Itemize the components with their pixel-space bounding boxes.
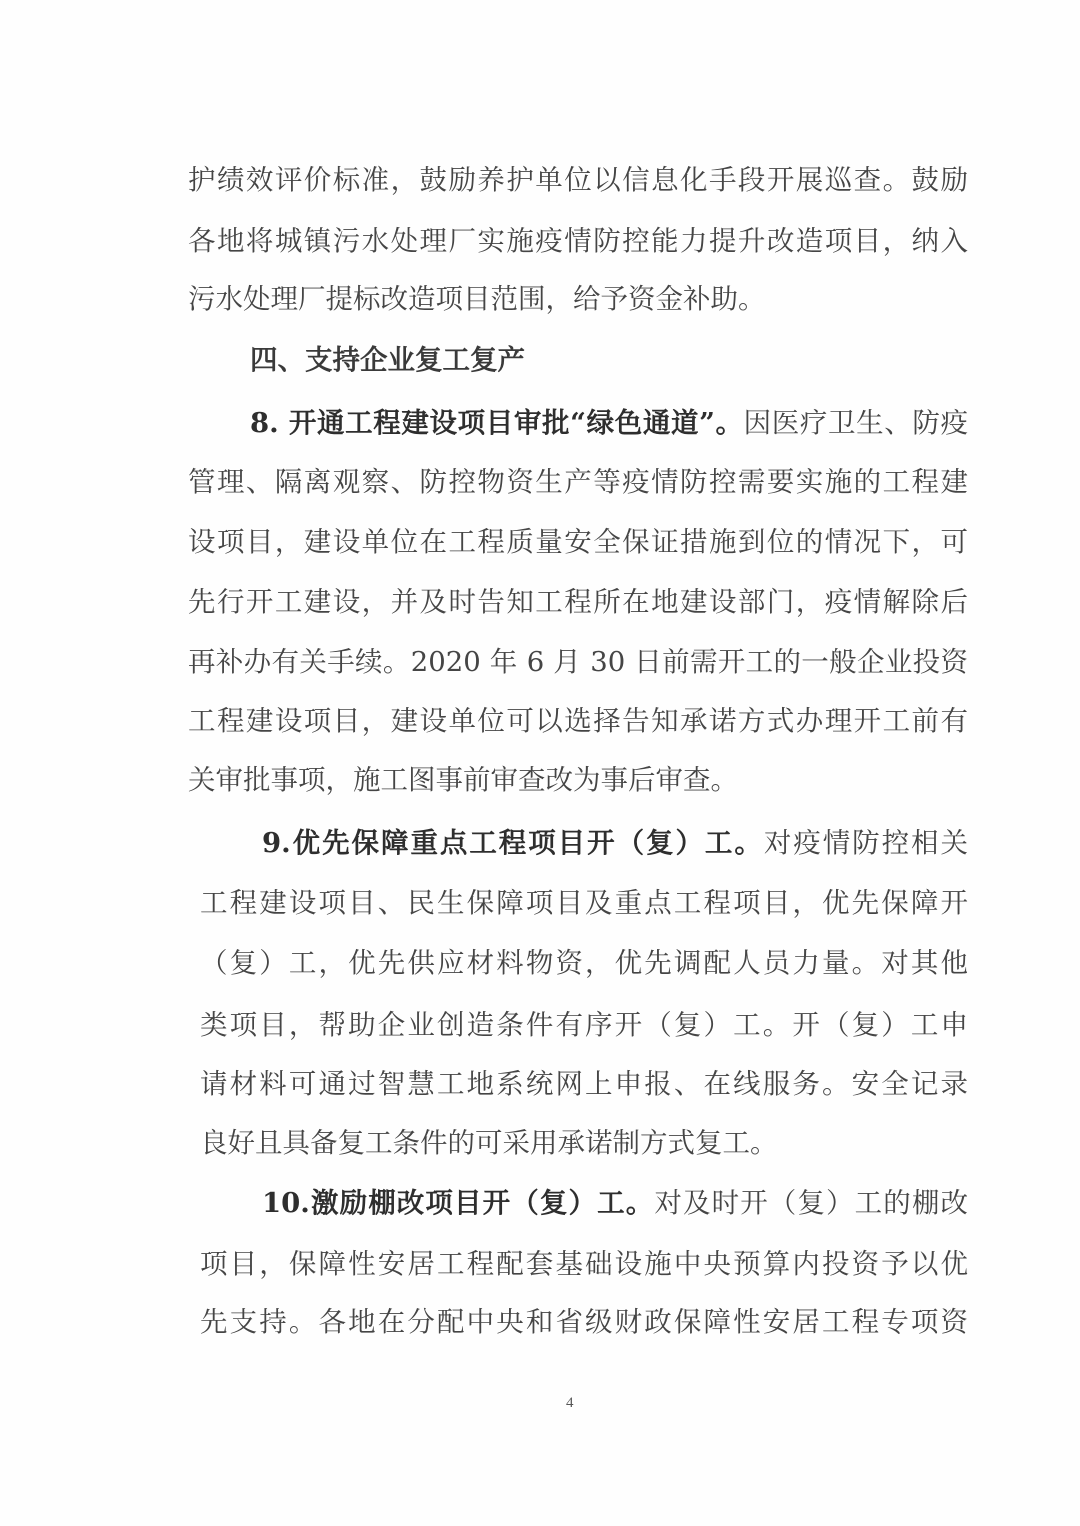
paragraph-line: 工程建设项目，建设单位可以选择告知承诺方式办理开工前有: [188, 705, 968, 737]
item-8-title: 8. 开通工程建设项目审批“绿色通道”。: [250, 407, 744, 439]
paragraph-line: 护绩效评价标准，鼓励养护单位以信息化手段开展巡查。鼓励: [188, 164, 968, 196]
item-8-text: 因医疗卫生、防疫: [743, 407, 969, 439]
page-number: 4: [566, 1395, 574, 1411]
paragraph-line: 各地将城镇污水处理厂实施疫情防控能力提升改造项目，纳入: [188, 225, 968, 257]
paragraph-line: 再补办有关手续。2020 年 6 月 30 日前需开工的一般企业投资: [188, 646, 968, 678]
item-8-first-line: [250, 403, 968, 443]
paragraph-line: 先行开工建设，并及时告知工程所在地建设部门，疫情解除后: [188, 586, 968, 618]
paragraph-line: 管理、隔离观察、防控物资生产等疫情防控需要实施的工程建: [188, 466, 968, 498]
item-9-title: 9.优先保障重点工程项目开（复）工。: [262, 827, 764, 859]
item-10-title: 10.激励棚改项目开（复）工。: [262, 1187, 655, 1219]
paragraph-line: 类项目，帮助企业创造条件有序开（复）工。开（复）工申: [200, 1009, 968, 1041]
item-9-text: 对疫情防控相关: [763, 827, 968, 859]
section-heading: 四、支持企业复工复产: [250, 344, 525, 376]
paragraph-line: 工程建设项目、民生保障项目及重点工程项目，优先保障开: [200, 887, 968, 919]
item-10-text: 对及时开（复）工的棚改: [654, 1187, 968, 1219]
paragraph-line: 良好且具备复工条件的可采用承诺制方式复工。: [200, 1127, 778, 1159]
paragraph-line: 项目，保障性安居工程配套基础设施中央预算内投资予以优: [200, 1248, 968, 1280]
paragraph-line: （复）工，优先供应材料物资，优先调配人员力量。对其他: [200, 947, 968, 979]
paragraph-line: 设项目，建设单位在工程质量安全保证措施到位的情况下，可: [188, 526, 968, 558]
paragraph-line: 污水处理厂提标改造项目范围，给予资金补助。: [188, 283, 766, 315]
item-10-first-line: [262, 1183, 968, 1223]
paragraph-line: 关审批事项，施工图事前审查改为事后审查。: [188, 764, 738, 796]
paragraph-line: 请材料可通过智慧工地系统网上申报、在线服务。安全记录: [200, 1068, 968, 1100]
paragraph-line: 先支持。各地在分配中央和省级财政保障性安居工程专项资: [200, 1306, 968, 1338]
item-9-first-line: [262, 823, 968, 863]
